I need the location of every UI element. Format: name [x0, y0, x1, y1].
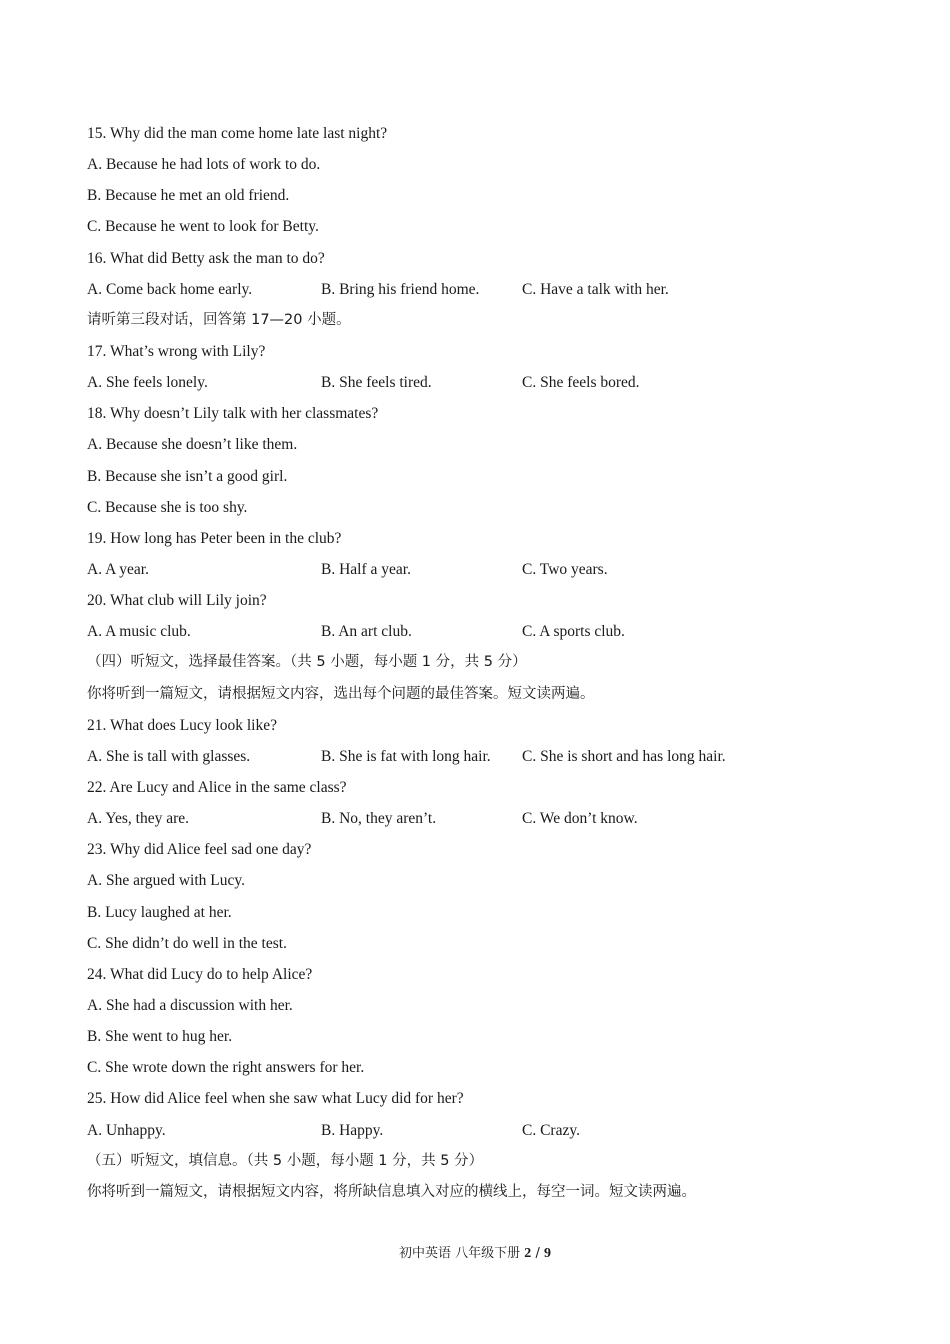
- question-text: 15. Why did the man come home late last night?: [87, 125, 388, 142]
- answer-option: B. Because she isn’t a good girl.: [87, 467, 288, 485]
- option-row: [87, 554, 887, 585]
- question-text: 18. Why doesn’t Lily talk with her classmates?: [87, 405, 379, 423]
- answer-option: B. Bring his friend home.: [321, 280, 480, 298]
- page-footer: [0, 1242, 950, 1262]
- answer-option: A. She argued with Lucy.: [87, 872, 245, 890]
- footer-separator: /: [535, 1246, 540, 1261]
- question-text: 17. What’s wrong with Lily?: [87, 342, 266, 360]
- section-instruction: 你将听到一篇短文，请根据短文内容，选出每个问题的最佳答案。短文读两遍。: [87, 685, 595, 702]
- option-row: [87, 274, 887, 305]
- footer-page-total: 9: [543, 1246, 551, 1261]
- answer-option: B. An art club.: [321, 623, 412, 641]
- answer-option: C. Crazy.: [522, 1121, 580, 1139]
- question-text: 22. Are Lucy and Alice in the same class?: [87, 778, 347, 796]
- option-row: [87, 1115, 887, 1146]
- answer-option: B. Happy.: [321, 1121, 384, 1139]
- answer-option: A. A music club.: [87, 623, 191, 641]
- question-text: 24. What did Lucy do to help Alice?: [87, 965, 313, 983]
- question-text: 21. What does Lucy look like?: [87, 716, 277, 734]
- answer-option: C. Because he went to look for Betty.: [87, 218, 319, 236]
- section-instruction: 请听第三段对话，回答第 17—20 小题。: [87, 311, 351, 328]
- answer-option: C. She feels bored.: [522, 374, 640, 392]
- answer-option: A. A year.: [87, 560, 149, 578]
- answer-option: C. A sports club.: [522, 623, 625, 641]
- answer-option: C. She wrote down the right answers for her.: [87, 1059, 365, 1077]
- answer-option: C. She didn’t do well in the test.: [87, 934, 287, 952]
- question-text: 19. How long has Peter been in the club?: [87, 529, 342, 547]
- answer-option: C. We don’t know.: [522, 810, 638, 828]
- answer-option: A. Unhappy.: [87, 1121, 166, 1139]
- answer-option: A. She feels lonely.: [87, 374, 208, 392]
- footer-page-number: 2: [524, 1246, 532, 1261]
- answer-option: B. Lucy laughed at her.: [87, 903, 232, 921]
- answer-option: C. Because she is too shy.: [87, 498, 248, 516]
- answer-option: A. Because he had lots of work to do.: [87, 156, 321, 174]
- question-text: 20. What club will Lily join?: [87, 592, 267, 610]
- section-instruction: （五）听短文，填信息。（共 5 小题，每小题 1 分，共 5 分）: [87, 1152, 484, 1169]
- option-row: [87, 803, 887, 834]
- answer-option: A. Because she doesn’t like them.: [87, 436, 298, 454]
- answer-option: A. Yes, they are.: [87, 810, 190, 828]
- option-row: [87, 616, 887, 647]
- section-instruction: 你将听到一篇短文，请根据短文内容，将所缺信息填入对应的横线上，每空一词。短文读两遍。: [87, 1183, 696, 1200]
- answer-option: A. She is tall with glasses.: [87, 747, 251, 765]
- answer-option: B. She is fat with long hair.: [321, 747, 491, 765]
- answer-option: B. No, they aren’t.: [321, 810, 437, 828]
- question-text: 25. How did Alice feel when she saw what Lucy did for her?: [87, 1090, 464, 1108]
- answer-option: C. She is short and has long hair.: [522, 747, 726, 765]
- answer-option: B. Half a year.: [321, 560, 411, 578]
- option-row: [87, 741, 887, 772]
- answer-option: C. Two years.: [522, 560, 608, 578]
- answer-option: B. She went to hug her.: [87, 1028, 233, 1046]
- answer-option: A. She had a discussion with her.: [87, 996, 293, 1014]
- question-text: 23. Why did Alice feel sad one day?: [87, 841, 312, 859]
- answer-option: C. Have a talk with her.: [522, 280, 669, 298]
- section-instruction: （四）听短文，选择最佳答案。（共 5 小题，每小题 1 分，共 5 分）: [87, 654, 527, 671]
- footer-label: 初中英语 八年级下册: [399, 1246, 521, 1261]
- option-row: [87, 367, 887, 398]
- answer-option: A. Come back home early.: [87, 280, 253, 298]
- answer-option: B. Because he met an old friend.: [87, 187, 290, 205]
- answer-option: B. She feels tired.: [321, 374, 432, 392]
- question-text: 16. What did Betty ask the man to do?: [87, 249, 325, 267]
- exam-content: [87, 118, 887, 1208]
